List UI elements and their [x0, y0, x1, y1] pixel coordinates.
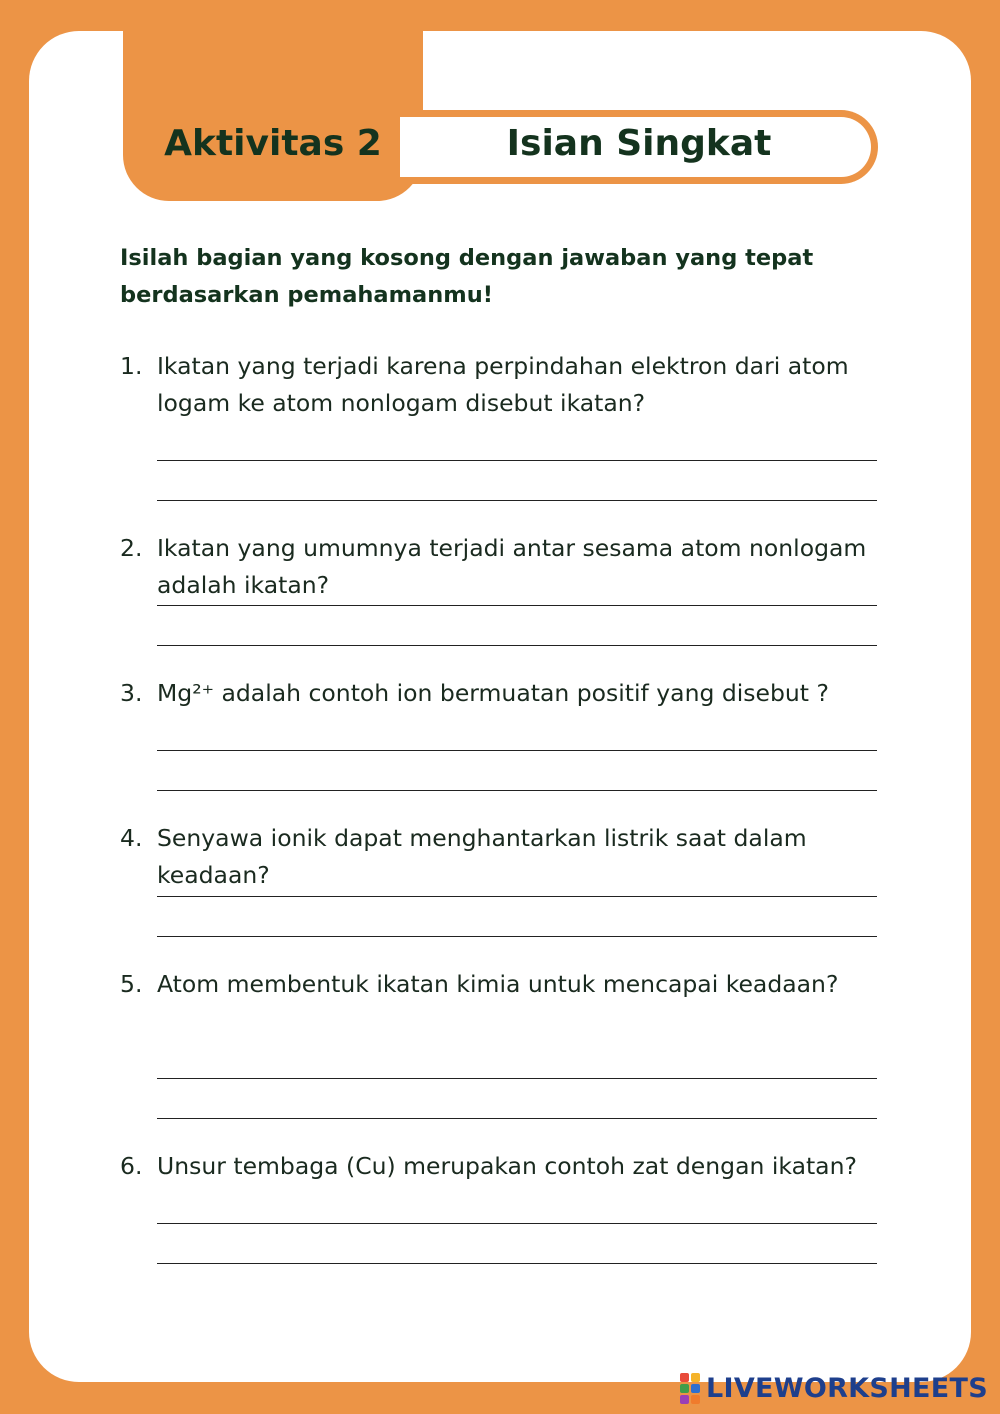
question-6-line-1: Unsur tembaga (Cu) merupakan contoh zat dengan ikatan? [157, 1152, 857, 1180]
activity-label: Aktivitas 2 [164, 123, 382, 164]
question-4-line-1: Senyawa ionik dapat menghantarkan listrik saat dalam [157, 824, 807, 852]
question-5-line-1: Atom membentuk ikatan kimia untuk mencapai keadaan? [157, 970, 839, 998]
answer-line-2b[interactable] [157, 645, 877, 646]
question-2-number: 2. [120, 534, 143, 562]
question-2-line-2: adalah ikatan? [157, 571, 330, 599]
question-1-number: 1. [120, 352, 143, 380]
section-title: Isian Singkat [506, 123, 772, 164]
answer-line-1a[interactable] [157, 460, 877, 461]
question-3-line-1: Mg²⁺ adalah contoh ion bermuatan positif yang disebut ? [157, 679, 829, 707]
question-1-line-1: Ikatan yang terjadi karena perpindahan elektron dari atom [157, 352, 849, 380]
answer-line-6a[interactable] [157, 1223, 877, 1224]
activity-tab [123, 31, 423, 201]
answer-line-6b[interactable] [157, 1263, 877, 1264]
question-2-line-1: Ikatan yang umumnya terjadi antar sesama atom nonlogam [157, 534, 867, 562]
question-3-number: 3. [120, 679, 143, 707]
question-4-text [157, 820, 881, 894]
answer-line-1b[interactable] [157, 500, 877, 501]
answer-line-5a[interactable] [157, 1078, 877, 1079]
instruction-line-1: Isilah bagian yang kosong dengan jawaban yang tepat [120, 245, 814, 271]
question-1-text [157, 348, 881, 422]
answer-line-5b[interactable] [157, 1118, 877, 1119]
instruction [120, 240, 880, 314]
question-1-line-2: logam ke atom nonlogam disebut ikatan? [157, 389, 646, 417]
question-6-number: 6. [120, 1152, 143, 1180]
instruction-line-2: berdasarkan pemahamanmu! [120, 282, 493, 308]
question-4-line-2: keadaan? [157, 861, 270, 889]
brand-name: LIVEWORKSHEETS [705, 1373, 988, 1404]
liveworksheets-logo-icon [680, 1373, 700, 1404]
answer-line-4a[interactable] [157, 896, 877, 897]
liveworksheets-brand[interactable] [680, 1373, 988, 1404]
answer-line-2a[interactable] [157, 605, 877, 606]
question-4-number: 4. [120, 824, 143, 852]
question-6-text [157, 1148, 881, 1185]
answer-line-3b[interactable] [157, 790, 877, 791]
question-2-text [157, 530, 881, 604]
question-5-text [157, 966, 881, 1003]
question-5-number: 5. [120, 970, 143, 998]
answer-line-4b[interactable] [157, 936, 877, 937]
answer-line-3a[interactable] [157, 750, 877, 751]
question-3-text [157, 675, 881, 712]
